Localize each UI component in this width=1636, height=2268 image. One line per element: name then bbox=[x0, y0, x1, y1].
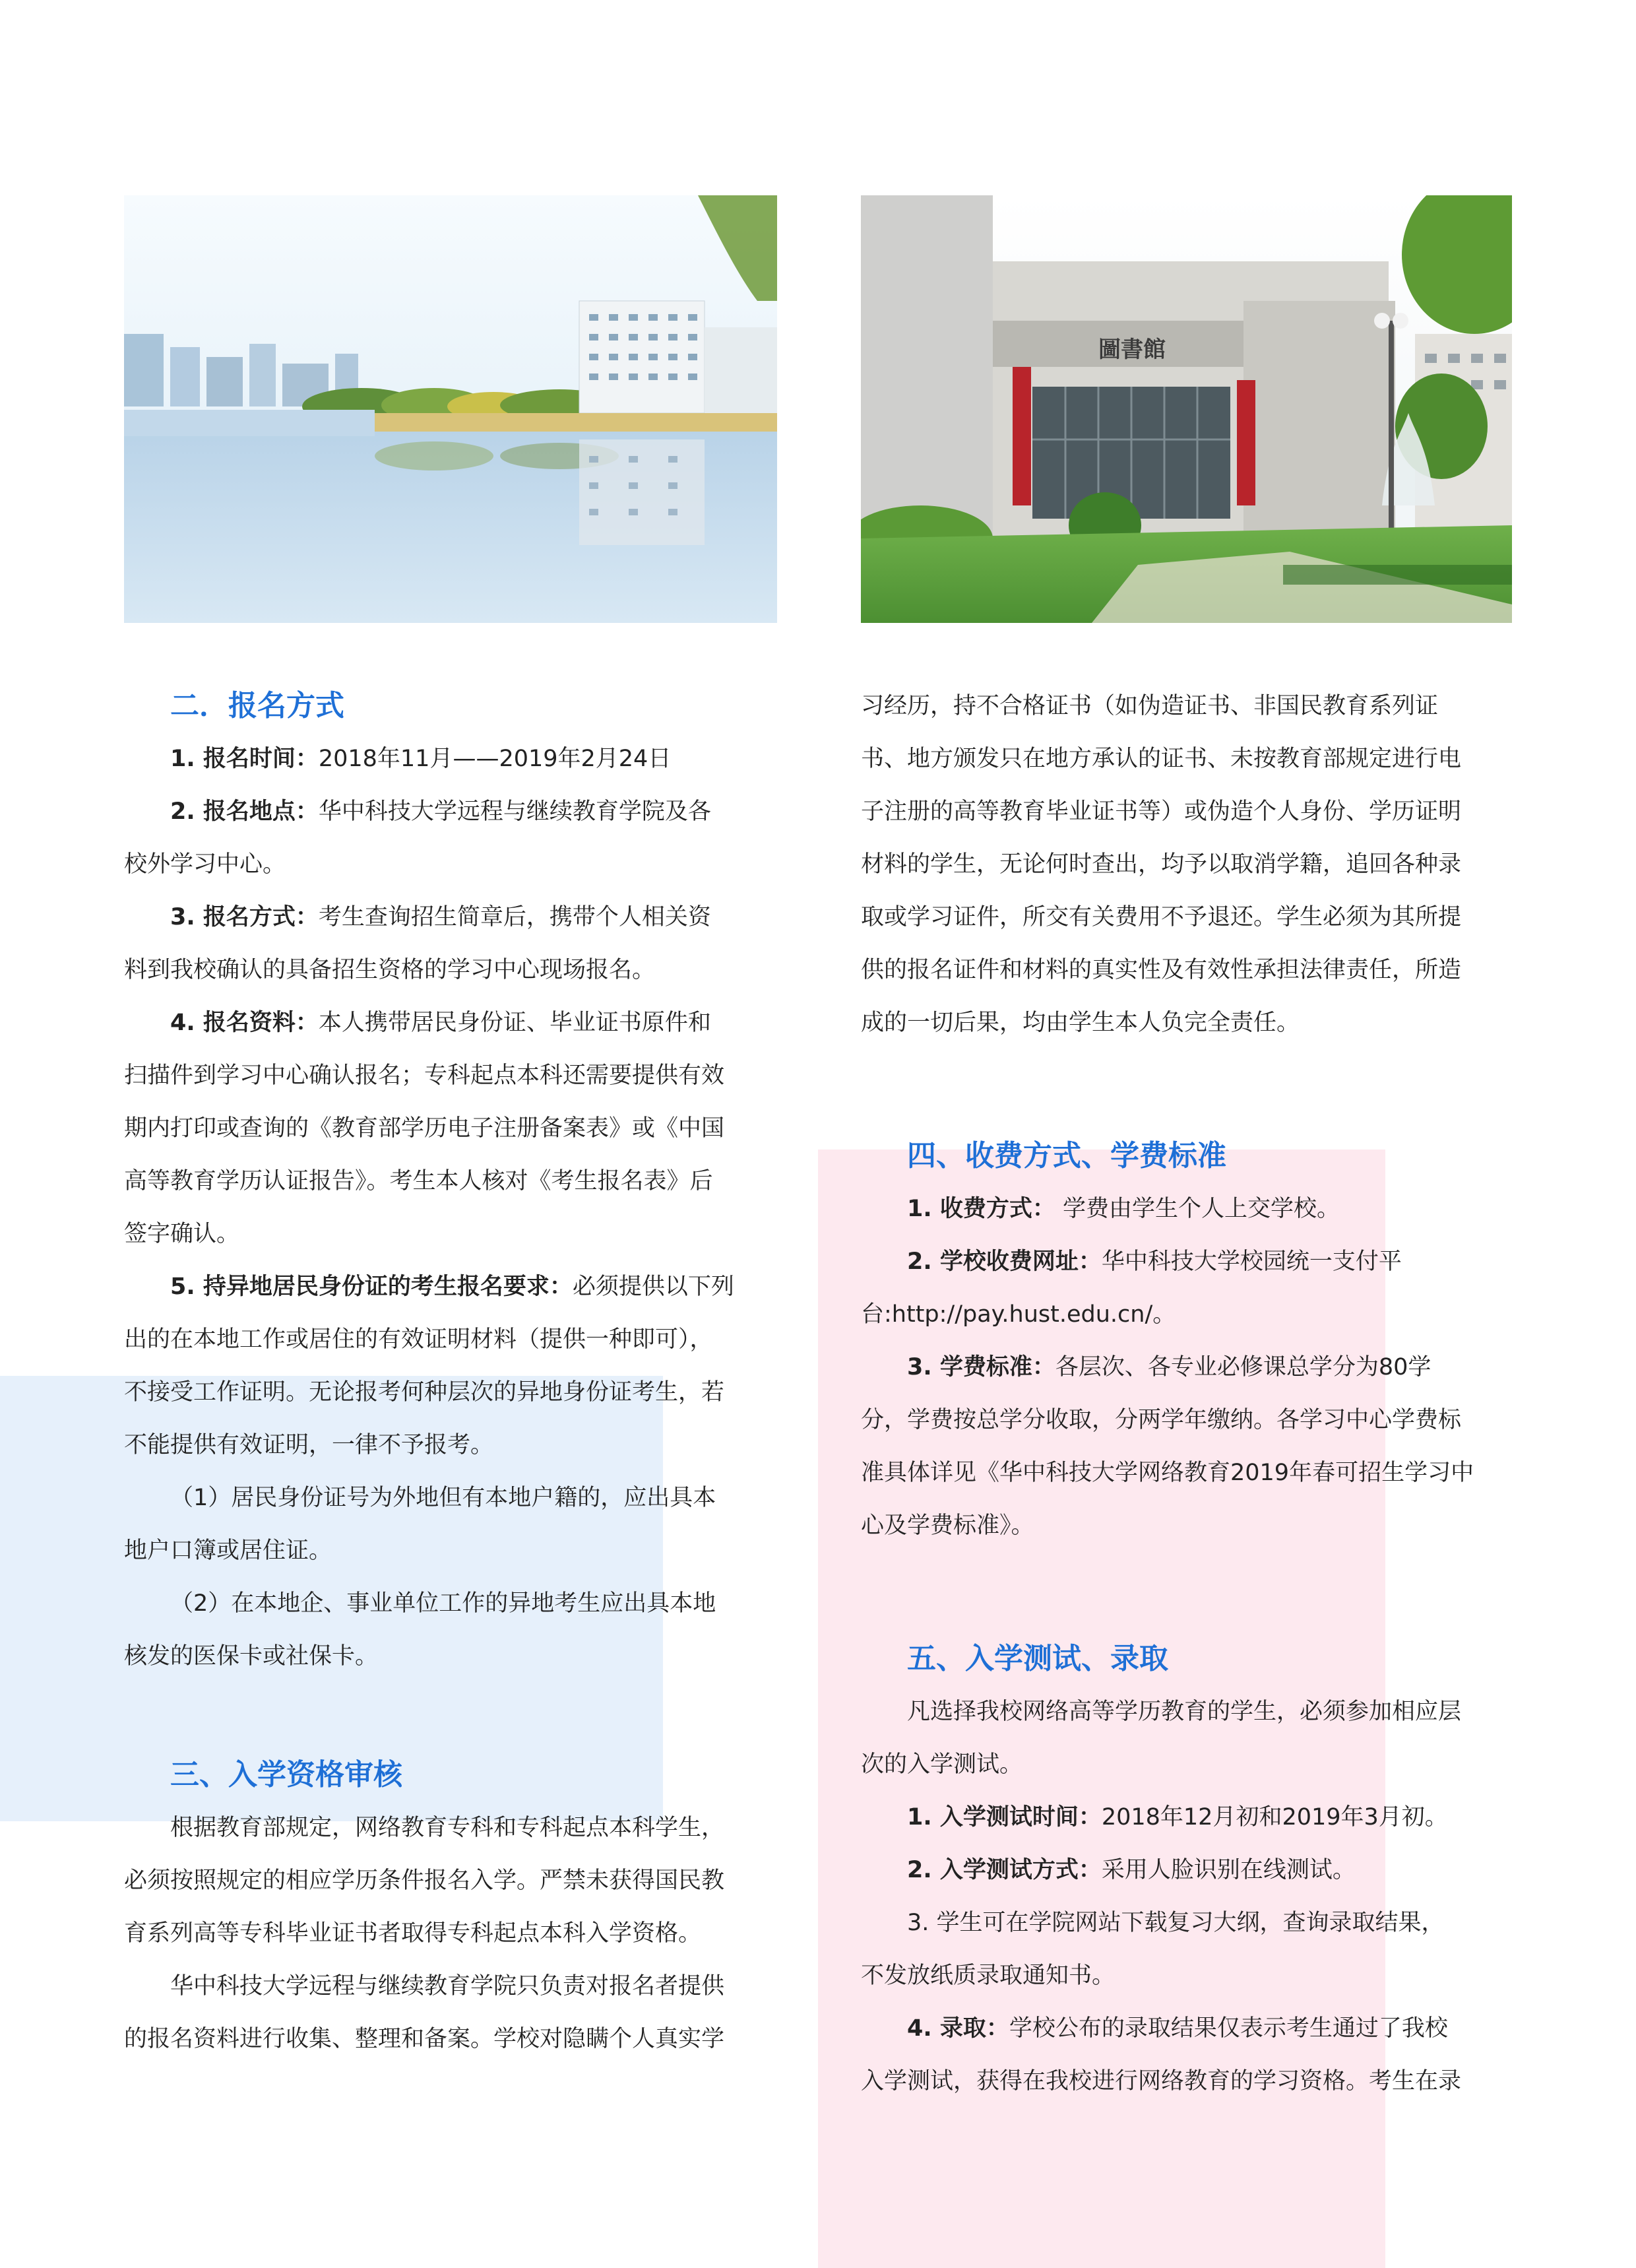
test-time-text: 2018年12月初和2019年3月初。 bbox=[1101, 1804, 1448, 1831]
admission-text-b: 入学测试，获得在我校进行网络教育的学习资格。考生在录 bbox=[861, 2068, 1462, 2094]
reg-place-label: 2. 报名地点： bbox=[170, 798, 319, 825]
section-2-title: 二．报名方式 bbox=[170, 689, 344, 723]
fee-url-text-a: 华中科技大学校园统一支付平 bbox=[1101, 1248, 1402, 1275]
reg-method-text-b: 料到我校确认的具备招生资格的学习中心现场报名。 bbox=[124, 957, 656, 983]
fee-method-label: 1. 收费方式： bbox=[907, 1196, 1055, 1222]
section-4-title: 四、收费方式、学费标准 bbox=[907, 1139, 1226, 1173]
sec3-p2-c: 习经历，持不合格证书（如伪造证书、非国民教育系列证 bbox=[861, 693, 1439, 719]
reg-docs-text-b: 扫描件到学习中心确认报名；专科起点本科还需要提供有效 bbox=[124, 1062, 725, 1089]
test-method-text: 采用人脸识别在线测试。 bbox=[1101, 1857, 1356, 1883]
sec5-p1-a: 凡选择我校网络高等学历教育的学生，必须参加相应层 bbox=[907, 1699, 1462, 1725]
sec3-p2-a: 华中科技大学远程与继续教育学院只负责对报名者提供 bbox=[170, 1973, 725, 1999]
reg-method-item bbox=[124, 891, 777, 944]
fee-standard-item bbox=[861, 1341, 1514, 1394]
reg-docs-item bbox=[124, 996, 777, 1049]
nonlocal-id-text-b: 出的在本地工作或居住的有效证明材料（提供一种即可）， bbox=[124, 1326, 713, 1353]
reg-docs-text-e: 签字确认。 bbox=[124, 1221, 240, 1247]
reg-place-text-b: 校外学习中心。 bbox=[124, 851, 286, 878]
library-building-photo bbox=[861, 195, 1512, 623]
fee-standard-text-a: 各层次、各专业必修课总学分为80学 bbox=[1055, 1354, 1432, 1380]
sec3-p2-h: 供的报名证件和材料的真实性及有效性承担法律责任，所造 bbox=[861, 957, 1462, 983]
right-column bbox=[861, 680, 1514, 2108]
test-time-label: 1. 入学测试时间： bbox=[907, 1804, 1102, 1831]
section-gap bbox=[861, 1552, 1514, 1633]
reg-place-item bbox=[124, 785, 777, 838]
reg-method-label: 3. 报名方式： bbox=[170, 904, 319, 930]
lake-campus-photo bbox=[124, 195, 777, 623]
fee-url-text-b[interactable]: 台:http://pay.hust.edu.cn/。 bbox=[861, 1301, 1176, 1328]
study-outline-text-b: 不发放纸质录取通知书。 bbox=[861, 1962, 1116, 1989]
fee-url-item bbox=[861, 1235, 1514, 1288]
sec5-p1-b: 次的入学测试。 bbox=[861, 1751, 1023, 1778]
sec3-p1-a: 根据教育部规定，网络教育专科和专科起点本科学生， bbox=[170, 1815, 725, 1841]
library-sign: 圖書館 bbox=[1098, 337, 1166, 363]
fee-method-item bbox=[861, 1183, 1514, 1235]
reg-docs-text-d: 高等教育学历认证报告》。考生本人核对《考生报名表》后 bbox=[124, 1168, 713, 1194]
left-column bbox=[124, 680, 777, 2065]
fee-standard-label: 3. 学费标准： bbox=[907, 1354, 1055, 1380]
admission-item bbox=[861, 2002, 1514, 2055]
section-5-title: 五、入学测试、录取 bbox=[907, 1642, 1168, 1675]
nonlocal-sub2-b: 核发的医保卡或社保卡。 bbox=[124, 1643, 379, 1669]
sec3-p2-e: 子注册的高等教育毕业证书等）或伪造个人身份、学历证明 bbox=[861, 798, 1462, 825]
nonlocal-sub1-b: 地户口簿或居住证。 bbox=[124, 1538, 332, 1564]
sec3-p2-g: 取或学习证件，所交有关费用不予退还。学生必须为其所提 bbox=[861, 904, 1462, 930]
reg-docs-label: 4. 报名资料： bbox=[170, 1010, 319, 1036]
admission-label: 4. 录取： bbox=[907, 2015, 1009, 2042]
reg-docs-text-a: 本人携带居民身份证、毕业证书原件和 bbox=[318, 1010, 711, 1036]
fee-standard-text-d: 心及学费标准》。 bbox=[861, 1512, 1034, 1539]
sec3-p2-i: 成的一切后果，均由学生本人负完全责任。 bbox=[861, 1010, 1300, 1036]
nonlocal-sub2-a: （2）在本地企、事业单位工作的异地考生应出具本地 bbox=[170, 1590, 716, 1617]
reg-place-text-a: 华中科技大学远程与继续教育学院及各 bbox=[318, 798, 711, 825]
sec3-p1-b: 必须按照规定的相应学历条件报名入学。严禁未获得国民教 bbox=[124, 1867, 725, 1894]
reg-method-text-a: 考生查询招生简章后，携带个人相关资 bbox=[318, 904, 711, 930]
nonlocal-id-text-c: 不接受工作证明。无论报考何种层次的异地身份证考生，若 bbox=[124, 1379, 725, 1406]
nonlocal-id-item bbox=[124, 1260, 777, 1313]
test-method-item bbox=[861, 1844, 1514, 1896]
reg-docs-text-c: 期内打印或查询的《教育部学历电子注册备案表》或《中国 bbox=[124, 1115, 725, 1142]
fee-standard-text-c: 准具体详见《华中科技大学网络教育2019年春可招生学习中 bbox=[861, 1460, 1474, 1486]
fee-standard-text-b: 分，学费按总学分收取，分两学年缴纳。各学习中心学费标 bbox=[861, 1407, 1462, 1433]
fee-method-text: 学费由学生个人上交学校。 bbox=[1055, 1196, 1340, 1222]
reg-time-label: 1. 报名时间： bbox=[170, 746, 319, 772]
nonlocal-id-label: 5. 持异地居民身份证的考生报名要求： bbox=[170, 1274, 573, 1300]
reg-time-text: 2018年11月——2019年2月24日 bbox=[318, 746, 672, 772]
section-3-title: 三、入学资格审核 bbox=[170, 1758, 402, 1792]
sec3-p2-d: 书、地方颁发只在地方承认的证书、未按教育部规定进行电 bbox=[861, 746, 1462, 772]
study-outline-text-a: 3. 学生可在学院网站下载复习大纲，查询录取结果， bbox=[907, 1910, 1445, 1936]
section-gap bbox=[861, 1049, 1514, 1130]
test-method-label: 2. 入学测试方式： bbox=[907, 1857, 1102, 1883]
nonlocal-sub1-a: （1）居民身份证号为外地但有本地户籍的，应出具本 bbox=[170, 1485, 716, 1511]
fee-url-label: 2. 学校收费网址： bbox=[907, 1248, 1102, 1275]
nonlocal-id-text-a: 必须提供以下列 bbox=[572, 1274, 734, 1300]
section-gap bbox=[124, 1683, 777, 1749]
sec3-p2-b: 的报名资料进行收集、整理和备案。学校对隐瞒个人真实学 bbox=[124, 2026, 725, 2052]
reg-time-item bbox=[124, 732, 777, 785]
admission-text-a: 学校公布的录取结果仅表示考生通过了我校 bbox=[1009, 2015, 1448, 2042]
sec3-p1-c: 育系列高等专科毕业证书者取得专科起点本科入学资格。 bbox=[124, 1920, 702, 1947]
sec3-p2-f: 材料的学生，无论何时查出，均予以取消学籍，追回各种录 bbox=[861, 851, 1462, 878]
nonlocal-id-text-d: 不能提供有效证明，一律不予报考。 bbox=[124, 1432, 494, 1458]
test-time-item bbox=[861, 1791, 1514, 1844]
